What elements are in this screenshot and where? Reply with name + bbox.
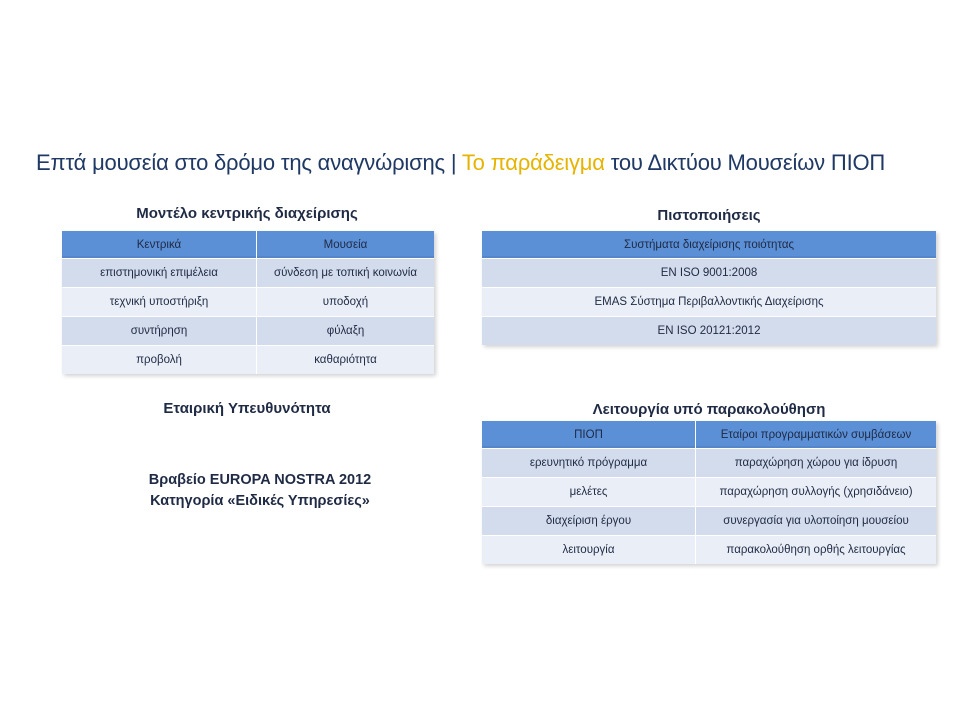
table-cell: μελέτες [482,478,696,507]
monitoring-header-partners: Εταίροι προγραμματικών συμβάσεων [696,421,937,449]
table-cell: EN ISO 9001:2008 [482,259,936,288]
slide-title [36,150,885,176]
table-cell: συνεργασία για υλοποίηση μουσείου [696,507,937,536]
certifications-header-row [482,231,936,259]
award-block [115,470,405,512]
monitoring-heading: Λειτουργία υπό παρακολούθηση [592,401,826,418]
table-row [482,449,936,478]
table-row [482,288,936,317]
title-highlight: Το παράδειγμα [461,150,605,175]
table-row [62,288,434,317]
award-category: Κατηγορία «Ειδικές Υπηρεσίες» [150,493,370,509]
table-cell: φύλαξη [257,317,435,346]
model-heading: Μοντέλο κεντρικής διαχείρισης [136,205,358,222]
table-cell: παρακολούθηση ορθής λειτουργίας [696,536,937,565]
table-cell: λειτουργία [482,536,696,565]
table-row [62,259,434,288]
csr-heading: Εταιρική Υπευθυνότητα [163,400,331,417]
model-header-museums: Μουσεία [257,231,435,259]
certifications-header: Συστήματα διαχείρισης ποιότητας [482,231,936,259]
table-cell: επιστημονική επιμέλεια [62,259,257,288]
title-part-1: Επτά μουσεία στο δρόμο της αναγνώρισης | [36,150,462,175]
table-cell: EMAS Σύστημα Περιβαλλοντικής Διαχείρισης [482,288,936,317]
table-cell: τεχνική υποστήριξη [62,288,257,317]
title-part-3: του Δικτύου Μουσείων ΠΙΟΠ [604,150,886,175]
table-row [62,317,434,346]
table-row [482,536,936,565]
table-row [482,317,936,346]
table-cell: ερευνητικό πρόγραμμα [482,449,696,478]
table-cell: υποδοχή [257,288,435,317]
table-cell: παραχώρηση συλλογής (χρησιδάνειο) [696,478,937,507]
table-cell: σύνδεση με τοπική κοινωνία [257,259,435,288]
table-row [482,259,936,288]
monitoring-header-row [482,421,936,449]
table-cell: παραχώρηση χώρου για ίδρυση [696,449,937,478]
table-row [482,507,936,536]
award-title: Βραβείο EUROPA NOSTRA 2012 [148,472,372,488]
table-row [482,478,936,507]
table-cell: συντήρηση [62,317,257,346]
table-cell: EN ISO 20121:2012 [482,317,936,346]
table-row [62,346,434,375]
model-header-central: Κεντρικά [62,231,257,259]
table-cell: προβολή [62,346,257,375]
certifications-table [482,231,936,345]
monitoring-table [482,421,936,564]
certifications-heading: Πιστοποιήσεις [657,207,761,224]
model-header-row [62,231,434,259]
monitoring-header-piop: ΠΙΟΠ [482,421,696,449]
table-cell: καθαριότητα [257,346,435,375]
table-cell: διαχείριση έργου [482,507,696,536]
model-table [62,231,434,374]
